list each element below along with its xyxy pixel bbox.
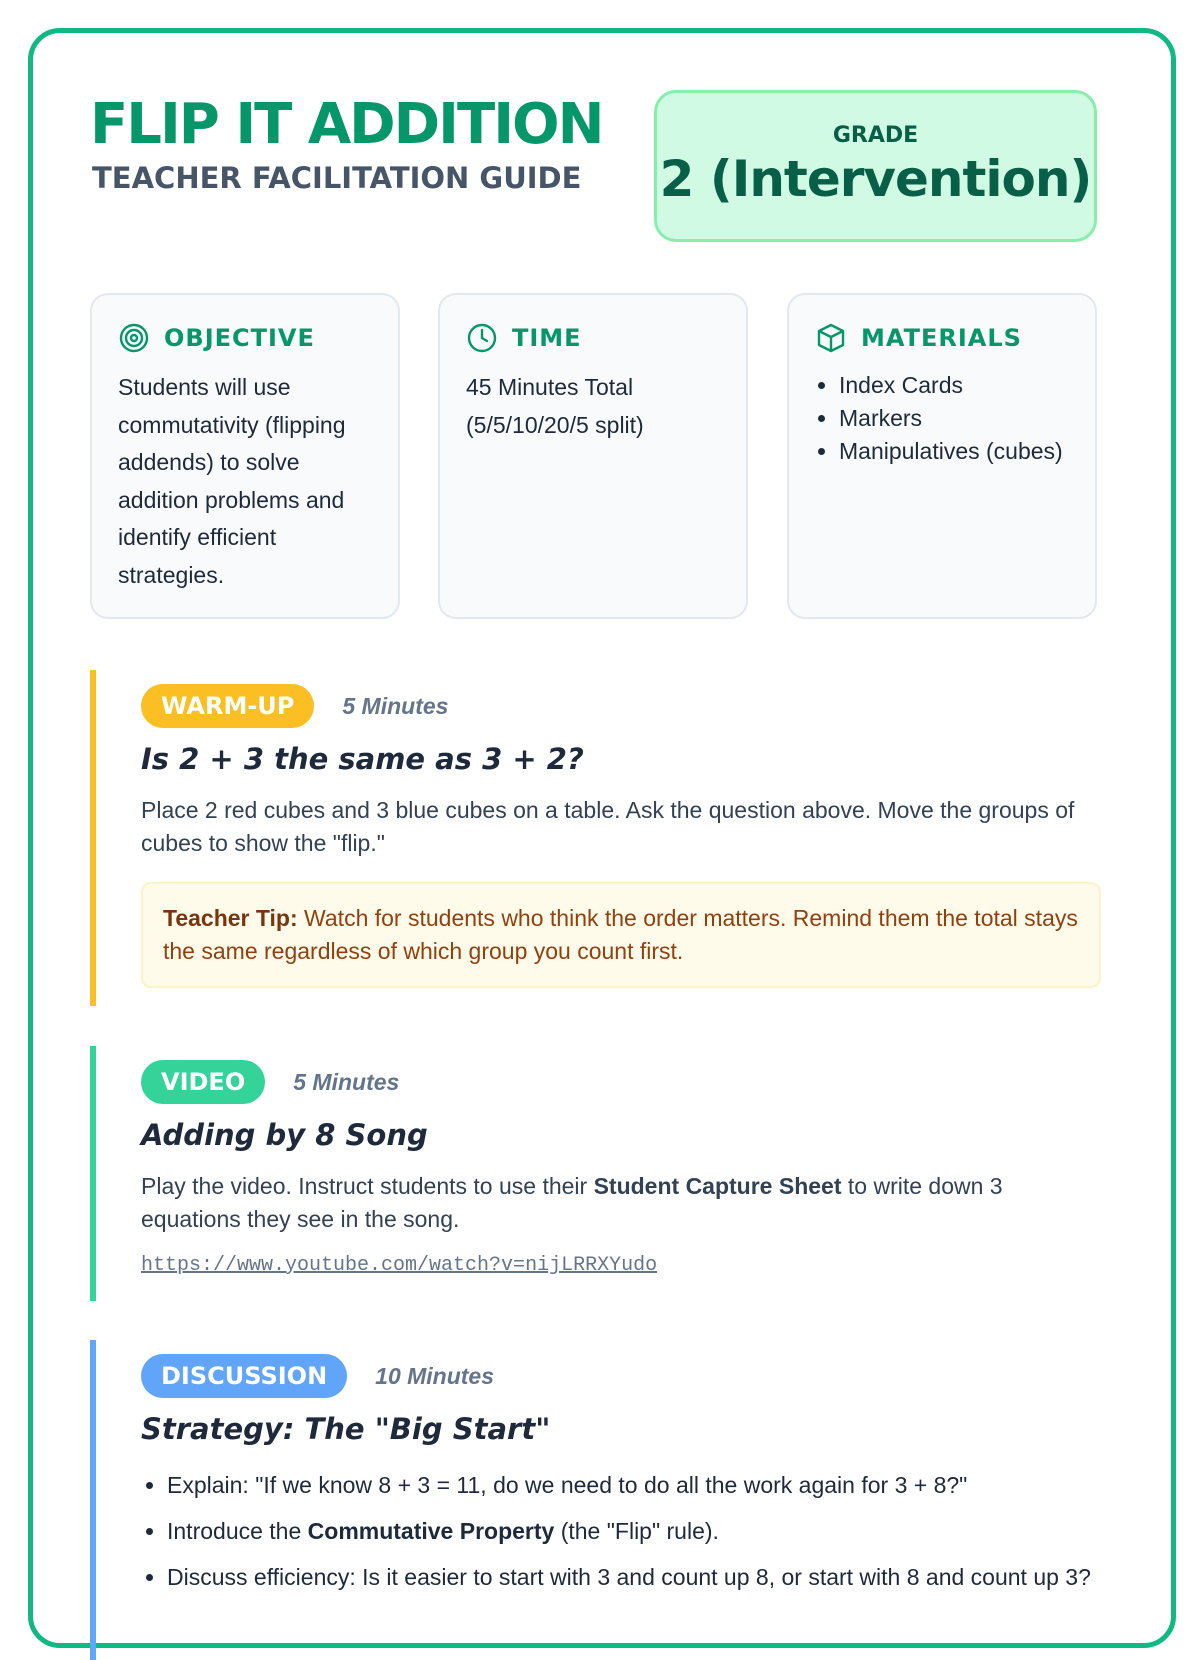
teacher-tip xyxy=(141,882,1101,988)
time-title: TIME xyxy=(512,324,582,352)
time-total: 45 Minutes Total xyxy=(466,374,634,400)
materials-item: • Index Cards xyxy=(839,369,1069,402)
warmup-badge: WARM-UP xyxy=(141,684,314,728)
discussion-duration: 10 Minutes xyxy=(375,1362,495,1389)
materials-item: • Manipulatives (cubes) xyxy=(839,435,1069,468)
grade-value: 2 (Intervention) xyxy=(659,150,1092,208)
list-item: • Explain: "If we know 8 + 3 = 11, do we need to do all the work again for 3 + 8?" xyxy=(167,1462,1098,1508)
video-badge: VIDEO xyxy=(141,1060,265,1104)
clock-icon xyxy=(466,322,498,354)
materials-item: • Markers xyxy=(839,402,1069,435)
warmup-duration: 5 Minutes xyxy=(342,692,449,719)
video-text-post: to write down 3 equations they see in the song. xyxy=(141,1173,1003,1232)
tip-label: Teacher Tip: xyxy=(163,905,298,931)
video-section xyxy=(90,1046,1098,1301)
materials-card xyxy=(787,293,1097,619)
time-card xyxy=(438,293,748,619)
warmup-section xyxy=(90,670,1098,1006)
materials-list xyxy=(815,369,1069,468)
objective-title: OBJECTIVE xyxy=(164,324,315,352)
guide-card xyxy=(28,28,1176,1648)
objective-card xyxy=(90,293,400,619)
commutative-term: Commutative Property xyxy=(307,1518,555,1544)
discussion-title: Strategy: The "Big Start" xyxy=(141,1412,551,1446)
discussion-badge: DISCUSSION xyxy=(141,1354,347,1398)
page-subtitle: TEACHER FACILITATION GUIDE xyxy=(92,161,582,195)
warmup-title: Is 2 + 3 the same as 3 + 2? xyxy=(141,742,584,776)
video-title: Adding by 8 Song xyxy=(141,1118,428,1152)
video-link[interactable]: https://www.youtube.com/watch?v=nijLRRXYudo xyxy=(141,1254,658,1277)
objective-text: Students will use commutativity (flipping addends) to solve addition problems and identify efficient strategies. xyxy=(118,374,346,588)
item-text-post: (the "Flip" rule). xyxy=(554,1518,719,1544)
discussion-list xyxy=(141,1462,1098,1600)
video-duration: 5 Minutes xyxy=(293,1068,400,1095)
grade-label: GRADE xyxy=(832,123,919,148)
video-text xyxy=(141,1170,1098,1236)
item-text-pre: Introduce the xyxy=(167,1518,308,1544)
video-text-pre: Play the video. Instruct students to use their xyxy=(141,1173,594,1199)
tip-text: Watch for students who think the order matters. Remind them the total stays the same regardless of which group you count first. xyxy=(163,905,1078,964)
grade-badge xyxy=(654,90,1097,242)
materials-title: MATERIALS xyxy=(861,324,1022,352)
time-split: (5/5/10/20/5 split) xyxy=(466,411,644,438)
capture-sheet-term: Student Capture Sheet xyxy=(593,1173,842,1199)
warmup-text: Place 2 red cubes and 3 blue cubes on a table. Ask the question above. Move the groups of cubes to show the "flip." xyxy=(141,797,1075,856)
cube-icon xyxy=(815,322,847,354)
discussion-section xyxy=(90,1340,1098,1660)
page-title: FLIP IT ADDITION xyxy=(90,92,603,157)
list-item: • Discuss efficiency: Is it easier to start with 3 and count up 8, or start with 8 and count up 3? xyxy=(167,1554,1098,1600)
list-item xyxy=(167,1508,1098,1554)
target-icon xyxy=(118,322,150,354)
